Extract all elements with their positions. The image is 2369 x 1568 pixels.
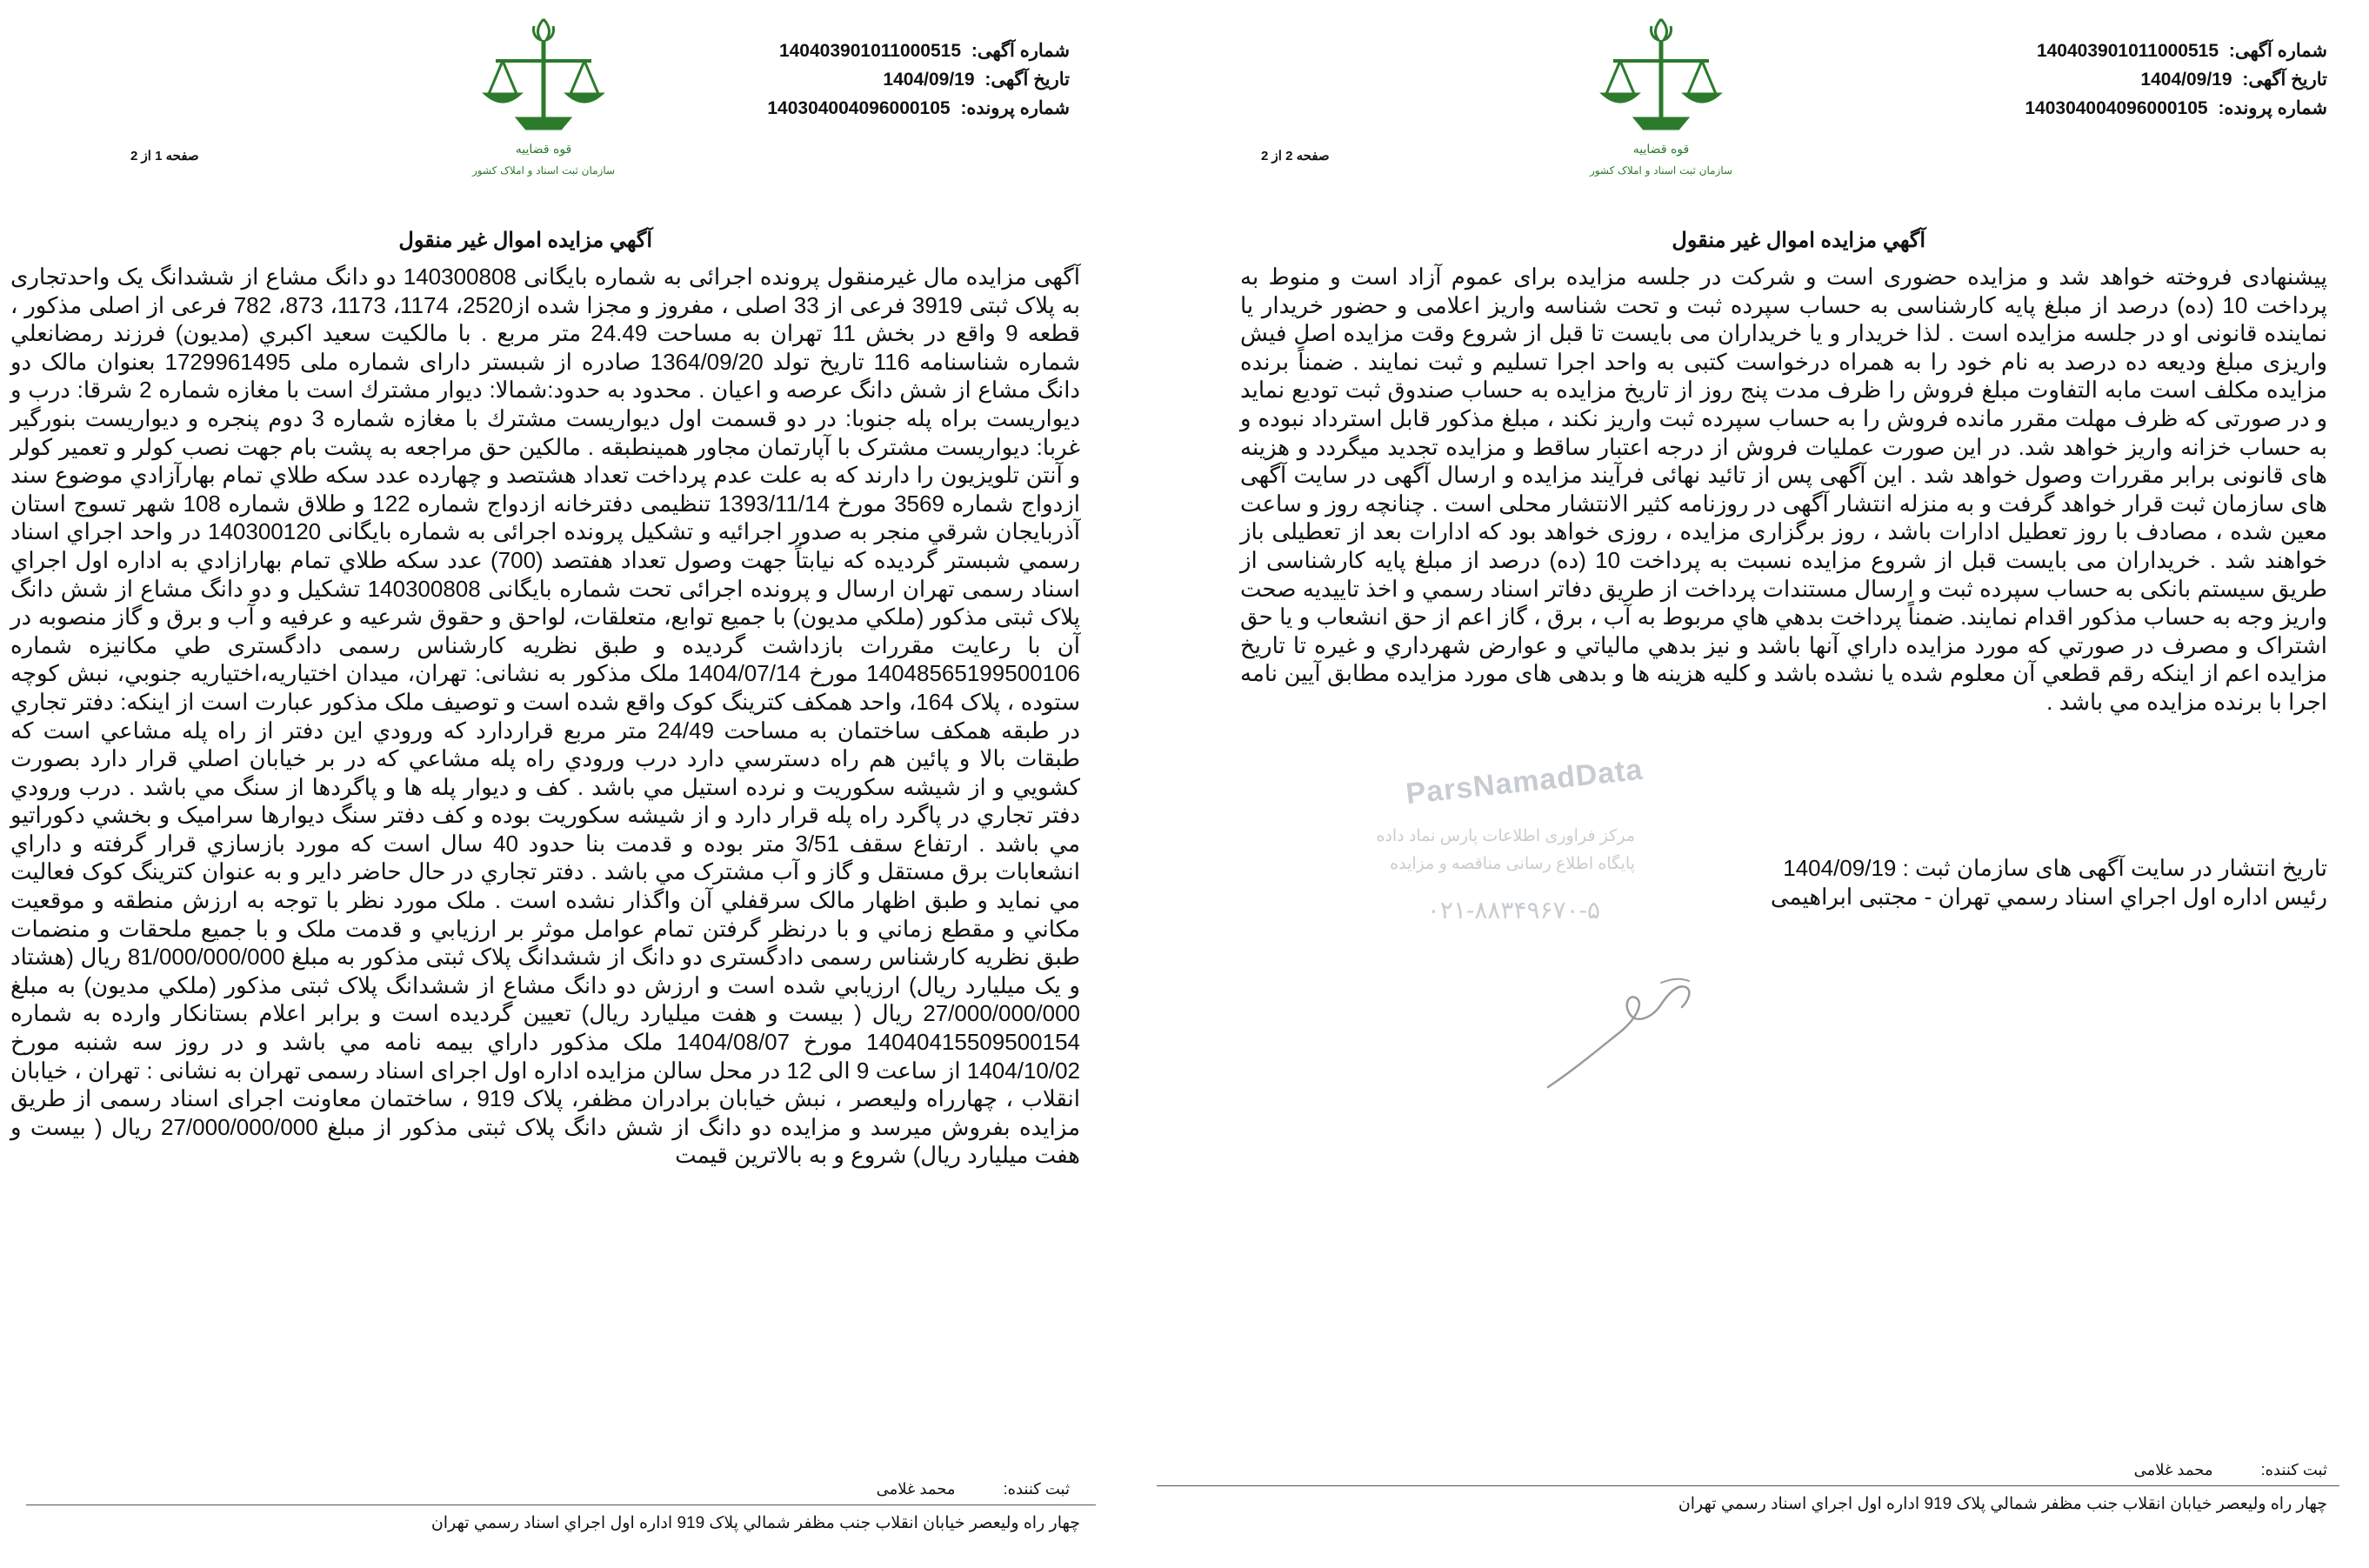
ad-body-text: آگهی مزایده مال غیرمنقول پرونده اجرائی به شماره بایگانی 140300808 دو دانگ مشاع از ششدانگ یک واحدتجاری به پلاک ثبتی 3919 فرعی از 33 اصلی ، مفروز و مجزا شده از2520، 1174، 1173، 873، 782 فرعی از اصلی مذکور ، قطعه 9 واقع در بخش 11 تهران به مساحت 24.49 متر مربع . با مالکيت سعيد اکبري (مديون) فرزند رمضانعلي شماره شناسنامه 116 تاريخ تولد 1364/09/20 صادره از شبستر دارای شماره ملی 1729961495 بعنوان مالک دو دانگ مشاع از شش دانگ عرصه و اعیان . محدود به حدود:شمالا: دیوار مشترك است با مغازه شماره 2 شرقا: درب و دیواریست براه پله جنوبا: در دو قسمت اول دیواریست مشترك با مغازه شماره 3 دوم پنجره و دیواریست بنورگير غربا: ديواريست مشترک با آپارتمان مجاور همينطبقه . مالکين حق مراجعه به پشت بام جهت نصب کولر و تعمير کولر و آنتن تلويزيون را دارند که به علت عدم پرداخت تعداد هشتصد و چهارده عدد سکه طلاي تمام بهارآزادي موضوع سند ازدواج شماره 3569 مورخ 1393/11/14 تنظيمی دفترخانه ازدواج شماره 122 و طلاق شماره 108 شهر تسوج استان آذربايجان شرقي منجر به صدور اجرائیه و تشکیل پرونده اجرائی به شماره بایگانی 140300120 در واحد اجراي اسناد رسمي شبستر گرديده كه نيابتاً جهت وصول تعداد هفتصد (700) عدد سکه طلاي تمام بهارازادي به اداره اول اجراي اسناد رسمی تهران ارسال و پرونده اجرائی تحت شماره بایگانی 140300808 تشکيل و دو دانگ مشاع از شش دانگ پلاک ثبتی مذکور (ملکي مديون) با جميع توابع، متعلقات، لواحق و حقوق شرعيه و عرفيه و آب و برق و گاز منصوبه در آن با رعايت مقررات بازداشت گرديده و طبق نظريه کارشناس رسمی دادگستری طي مکانيزه شماره 14048565199500106 مورخ 1404/07/14 ملک مذکور به نشانی: تهران، ميدان اختياريه،اختياريه جنوبي، نبش کوچه ستوده ، پلاک 164، واحد همکف کترينگ کوک واقع شده است و توصيف ملک مذکور عبارت است از اينکه: دفتر تجاري در طبقه همکف ساختمان به مساحت 24/49 متر مربع قراردارد که ورودي اين دفتر از راه پله مشاعي است که طبقات بالا و پائين هم راه دسترسي دارد درب ورودي راه پله مشاعي که در بر خيابان اصلي قرار دارد بصورت کشويي و از شيشه سکوريت و نرده استيل مي باشد . کف و ديوار پله ها و پاگردها از سنگ مي باشد . درب ورودي دفتر تجاري در پاگرد راه پله قرار دارد و از شيشه سکوريت بوده و کف دفتر سنگ ديوارها سراميک و بخشي دکوراتيو مي باشد . ارتفاع سقف 3/51 متر بوده و قدمت بنا حدود 40 سال است که مورد بازسازي قرار گرفته و داراي انشعابات برق مستقل و گاز و آب مشترک مي باشد . دفتر تجاري در حال حاضر داير و به عنوان کترينگ کوک فعاليت مي نمايد و طبق اظهار مالک سرقفلي آن واگذار نشده است . ملک مورد نظر با توجه به ارزش منطقه و موقعيت مکاني و مقطع زماني و با درنظر گرفتن تمام عوامل موثر بر ارزيابي و قدمت ملک و با جميع ملحقات و منضمات طبق نظريه کارشناس رسمی دادگستری دو دانگ از ششدانگ پلاک ثبتی مذکور به مبلغ 81/000/000/000 ريال (هشتاد و يک ميليارد ريال) ارزيابي شده است و ارزش دو دانگ مشاع از ششدانگ پلاک ثبتی مذکور (ملکي مديون) به مبلغ 27/000/000/000 ريال ( بیست و هفت میلیارد ریال) تعيين گرديده است و برابر اعلام بستانکار وارده به شماره 14040415509500154 مورخ 1404/08/07 ملک مذکور داراي بيمه نامه مي باشد و در روز سه شنبه مورخ 1404/10/02 از ساعت 9 الی 12 در محل سالن مزایده اداره اول اجرای اسناد رسمی تهران به نشانی : تهران ، خیابان انقلاب ، چهارراه ولیعصر ، نبش خیابان برادران مظفر، پلاک 919 ، ساختمان معاونت اجرای اسناد رسمی از طریق مزایده بفروش میرسد و مزایده دو دانگ از شش دانگ پلاک ثبتی مذکور از مبلغ 27/000/000/000 ریال ( بیست و هفت میلیارد ریال) شروع و به بالاترین قیمت	[10, 264, 1081, 1169]
ad-body-text: پیشنهادی فروخته خواهد شد و مزایده حضوری است و شرکت در جلسه مزایده برای عموم آزاد است و منوط به پرداخت 10 (ده) درصد از مبلغ پایه کارشناسی به حساب سپرده ثبت و تحت شناسه واریز اعلامی و حضور خریدار یا نماینده قانونی او در جلسه مزایده است . لذا خریدار و یا خریداران می بایست تا قبل از شروع وقت مزایده اصل فیش واریزی مبلغ ودیعه ده درصد به نام خود را به همراه درخواست کتبی به واحد اجرا تسلیم و ثبت نمایند . ضمناً برنده مزایده مکلف است مابه التفاوت مبلغ فروش را ظرف مدت پنج روز از تاریخ مزایده به حساب صندوق ثبت تودیع نماید و در صورتی که ظرف مهلت مقرر مانده فروش را به حساب سپرده ثبت واریز نکند ، مبلغ مذکور قابل استرداد نبوده و به حساب خزانه واریز خواهد شد. در این صورت عملیات فروش از درجه اعتبار ساقط و مزایده تجدید میگردد و هزینه های قانونی برابر مقررات وصول خواهد شد . این آگهی پس از تائید نهائی فرآیند مزایده و ارسال آگهی در سایت آگهی های سازمان ثبت قرار خواهد گرفت و به منزله انتشار آگهی در روزنامه کثیر الانتشار محلی است . چنانچه روز و ساعت معین شده ، مصادف با روز تعطیل ادارات باشد ، روز برگزاری مزایده ، روزی خواهد بود که ادارات بعد از تعطیلی باز خواهند شد . خریداران می بایست قبل از شروع مزایده نسبت به پرداخت 10 (ده) درصد از مبلغ پایه کارشناسی از طریق سیستم بانکی به حساب سپرده ثبت و ارسال مستندات پرداخت از طریق دفاتر اسناد رسمي و اخذ تاييديه صحت واريز وجه به حساب مذکور اقدام نمايند. ضمناً پرداخت بدهي هاي مربوط به آب ، برق ، گاز اعم از حق انشعاب و يا حق اشتراک و مصرف در صورتي که مورد مزايده داراي آنها باشد و نيز بدهي مالياتي و عوارض شهرداري و غيره تا تاريخ مزايده اعم از اينکه رقم قطعي آن معلوم شده يا نشده باشد و کليه هزينه ها و بدهی های مورد مزایده مطابق آيين نامه اجرا با برنده مزايده مي باشد .	[1240, 264, 2328, 715]
file-number-row	[2025, 94, 2327, 123]
registrar-row	[2134, 1461, 2327, 1479]
watermark-line-1: مرکز فراوری اطلاعات پارس نماد داده	[1376, 827, 1635, 845]
file-number-label: شماره پرونده:	[2218, 98, 2327, 118]
publish-date-row	[1771, 854, 2327, 883]
ad-date-label: تاریخ آگهی:	[2242, 70, 2327, 90]
emblem-line-2: سازمان ثبت اسناد و املاک کشور	[471, 164, 616, 177]
file-number-row	[767, 94, 1070, 123]
ad-number-row	[767, 37, 1070, 65]
footer-divider	[1157, 1485, 2339, 1486]
ad-number: 140403901011000515	[2036, 41, 2219, 61]
registrar-label: ثبت کننده:	[2260, 1461, 2327, 1478]
ad-date-label: تاریخ آگهی:	[984, 70, 1070, 90]
publish-date-label: تاریخ انتشار در سایت آگهی های سازمان ثبت :	[1902, 855, 2327, 881]
judiciary-emblem-icon	[470, 7, 617, 190]
registrar-row	[877, 1480, 1070, 1498]
file-number-label: شماره پرونده:	[960, 98, 1070, 118]
file-number: 140304004096000105	[2025, 98, 2208, 118]
document-title: آگهي مزايده اموال غير منقول	[398, 229, 652, 252]
ad-date-row	[767, 65, 1070, 94]
watermark-phone: ۰۲۱-۸۸۳۴۹۶۷۰-۵	[1426, 897, 1600, 924]
document-title: آگهي مزايده اموال غير منقول	[1672, 229, 1925, 252]
ad-number: 140403901011000515	[778, 41, 962, 61]
ad-meta	[767, 37, 1070, 123]
page-number: صفحه 1 از 2	[130, 149, 199, 163]
ad-number-label: شماره آگهی:	[971, 41, 1070, 61]
ad-number-label: شماره آگهی:	[2228, 41, 2327, 61]
ad-date: 1404/09/19	[883, 70, 975, 90]
file-number: 140304004096000105	[767, 98, 951, 118]
page-number: صفحه 2 از 2	[1261, 149, 1330, 163]
registrar-name: محمد غلامی	[876, 1480, 956, 1498]
publish-date: 1404/09/19	[1783, 855, 1897, 881]
watermark-brand: ParsNamadData	[1404, 752, 1645, 811]
registrar-label: ثبت کننده:	[1003, 1480, 1070, 1498]
chief-signature-line: رئيس اداره اول اجراي اسناد رسمي تهران - مجتبی ابراهیمی	[1770, 883, 2327, 910]
emblem-line-2: سازمان ثبت اسناد و املاک کشور	[1589, 164, 1733, 177]
ad-date: 1404/09/19	[2140, 70, 2232, 90]
watermark-line-2: پایگاه اطلاع رسانی مناقصه و مزایده	[1390, 855, 1635, 873]
emblem-line-1: قوه قضاییه	[515, 143, 572, 157]
emblem-line-1: قوه قضاییه	[1632, 143, 1690, 157]
ad-number-row	[2025, 37, 2327, 65]
judiciary-emblem-icon	[1587, 7, 1735, 190]
registrar-name: محمد غلامی	[2133, 1461, 2213, 1478]
ad-page-2	[1131, 0, 2369, 1568]
ad-date-row	[2025, 65, 2327, 94]
publish-info	[1771, 854, 2327, 911]
footer-address: چهار راه وليعصر خيابان انقلاب جنب مظفر شمالي پلاک 919 اداره اول اجراي اسناد رسمي تهران	[1678, 1495, 2327, 1513]
footer-address: چهار راه وليعصر خيابان انقلاب جنب مظفر شمالي پلاک 919 اداره اول اجراي اسناد رسمي تهران	[430, 1514, 1080, 1532]
ad-page-1	[0, 0, 1122, 1568]
ad-meta	[2025, 37, 2327, 123]
handwritten-signature	[1539, 965, 1739, 1096]
